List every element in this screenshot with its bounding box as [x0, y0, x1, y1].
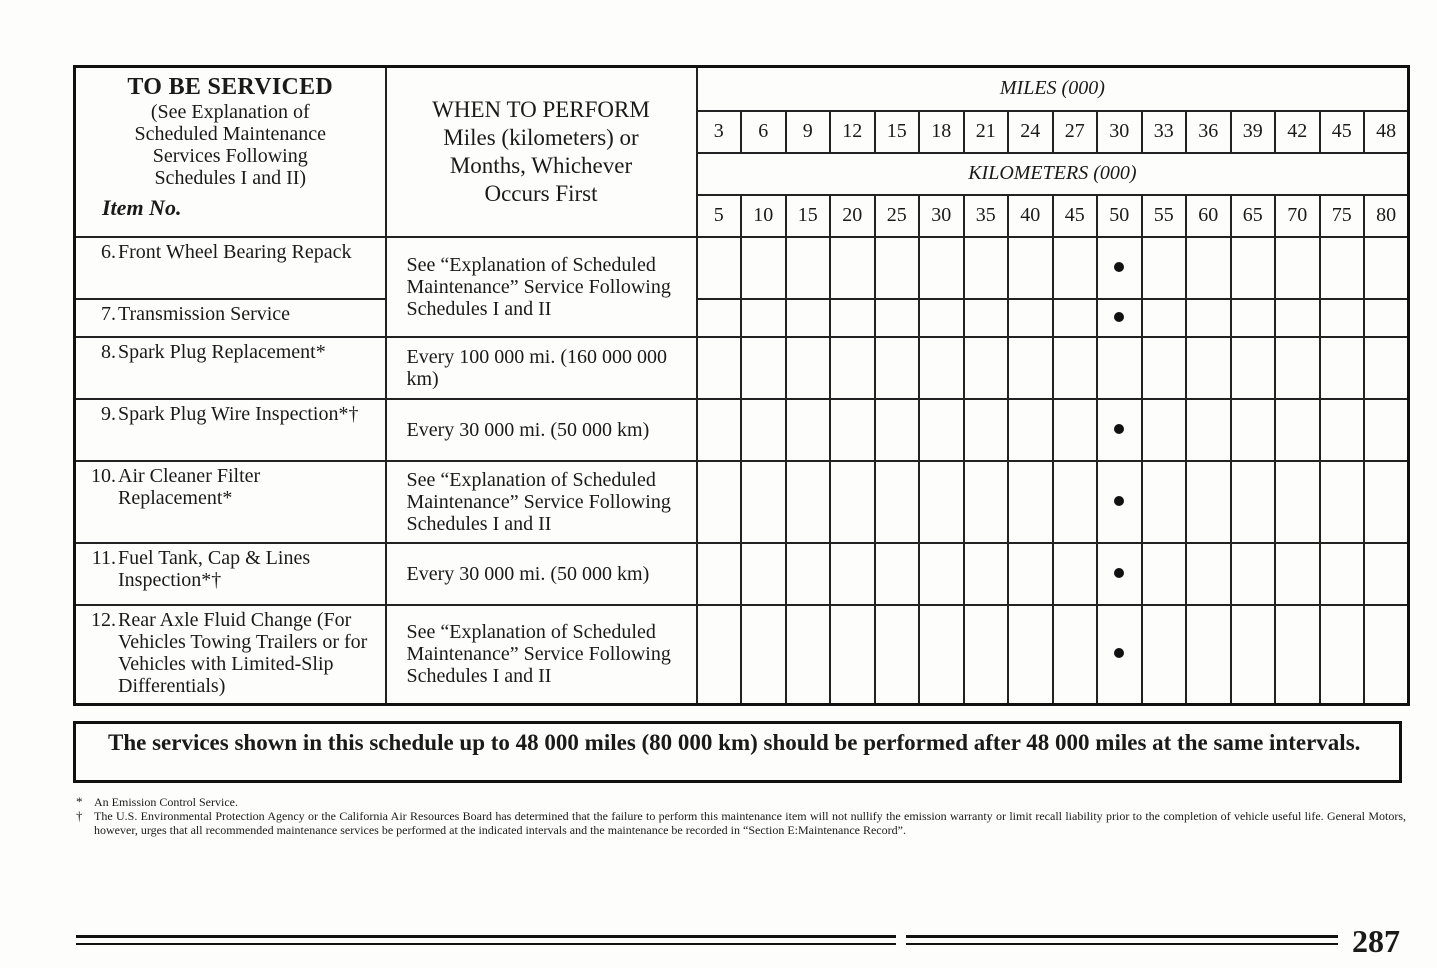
schedule-cell — [1320, 543, 1365, 605]
schedule-cell — [1053, 399, 1098, 461]
miles-column-header: 21 — [964, 111, 1009, 153]
schedule-cell — [964, 337, 1009, 399]
schedule-cell — [786, 461, 831, 543]
schedule-cell — [964, 237, 1009, 299]
schedule-cell — [1231, 461, 1276, 543]
kilometers-column-header: 45 — [1053, 195, 1098, 237]
schedule-cell — [1008, 605, 1053, 705]
schedule-cell — [919, 399, 964, 461]
item-number: 10. — [91, 464, 116, 487]
schedule-cell — [1275, 299, 1320, 337]
schedule-cell — [1142, 605, 1187, 705]
schedule-cell — [1053, 299, 1098, 337]
miles-column-header: 24 — [1008, 111, 1053, 153]
schedule-cell — [964, 543, 1009, 605]
schedule-cell — [697, 399, 742, 461]
schedule-cell — [741, 399, 786, 461]
schedule-cell — [1053, 337, 1098, 399]
schedule-cell — [1097, 237, 1142, 299]
item-number: 6. — [101, 240, 116, 263]
miles-column-header: 42 — [1275, 111, 1320, 153]
schedule-cell — [1097, 337, 1142, 399]
schedule-cell — [741, 237, 786, 299]
schedule-cell — [1364, 605, 1409, 705]
service-dot-icon — [1114, 496, 1124, 506]
footnote-mark: † — [76, 808, 83, 823]
table-row — [75, 461, 1409, 543]
miles-column-header: 15 — [875, 111, 920, 153]
schedule-cell — [786, 399, 831, 461]
item-number: 11. — [91, 546, 116, 569]
footnote — [76, 809, 1406, 837]
schedule-cell — [1320, 337, 1365, 399]
item-name: Air Cleaner Filter Replacement* — [118, 464, 261, 509]
schedule-cell — [875, 605, 920, 705]
schedule-cell — [1097, 461, 1142, 543]
kilometers-header: KILOMETERS (000) — [697, 153, 1409, 195]
schedule-cell — [1231, 299, 1276, 337]
when-to-perform-header: WHEN TO PERFORM Miles (kilometers) or Months, Whichever Occurs First — [386, 67, 697, 237]
miles-header: MILES (000) — [697, 67, 1409, 111]
schedule-cell — [875, 237, 920, 299]
footnotes — [76, 795, 1406, 837]
schedule-cell — [919, 543, 964, 605]
service-dot-icon — [1114, 424, 1124, 434]
schedule-cell — [1008, 543, 1053, 605]
schedule-cell — [1186, 299, 1231, 337]
schedule-cell — [830, 461, 875, 543]
item-name: Spark Plug Replacement* — [118, 340, 326, 363]
when-to-perform: Every 100 000 mi. (160 000 000 km) — [386, 337, 697, 399]
schedule-cell — [1275, 399, 1320, 461]
schedule-cell — [919, 605, 964, 705]
schedule-cell — [1364, 399, 1409, 461]
kilometers-column-header: 50 — [1097, 195, 1142, 237]
miles-column-header: 3 — [697, 111, 742, 153]
page-number: 287 — [1352, 923, 1400, 959]
schedule-cell — [1142, 461, 1187, 543]
schedule-cell — [830, 237, 875, 299]
schedule-cell — [1364, 237, 1409, 299]
service-dot-icon — [1114, 312, 1124, 322]
schedule-cell — [875, 299, 920, 337]
schedule-cell — [1142, 299, 1187, 337]
service-dot-icon — [1114, 262, 1124, 272]
schedule-cell — [1275, 237, 1320, 299]
schedule-cell — [875, 543, 920, 605]
item-number: 12. — [91, 608, 116, 631]
schedule-cell — [786, 543, 831, 605]
schedule-cell — [1186, 399, 1231, 461]
table-row — [75, 399, 1409, 461]
schedule-cell — [786, 337, 831, 399]
table-row — [75, 337, 1409, 399]
schedule-cell — [1320, 399, 1365, 461]
service-dot-icon — [1114, 568, 1124, 578]
when-to-perform: See “Explanation of Scheduled Maintenance” Service Following Schedules I and II — [386, 237, 697, 337]
footnote — [76, 795, 1406, 809]
item-name: Transmission Service — [118, 302, 291, 325]
schedule-cell — [919, 461, 964, 543]
schedule-cell — [1231, 543, 1276, 605]
kilometers-column-header: 35 — [964, 195, 1009, 237]
footer-rule — [76, 943, 896, 945]
schedule-cell — [830, 605, 875, 705]
schedule-cell — [1320, 299, 1365, 337]
item-number: 7. — [101, 302, 116, 325]
kilometers-column-header: 5 — [697, 195, 742, 237]
kilometers-column-header: 40 — [1008, 195, 1053, 237]
schedule-cell — [786, 237, 831, 299]
service-item — [75, 237, 386, 299]
schedule-cell — [1097, 605, 1142, 705]
schedule-cell — [697, 337, 742, 399]
schedule-cell — [1186, 337, 1231, 399]
schedule-note: The services shown in this schedule up to 48 000 miles (80 000 km) should be performed after 48 000 miles at the same intervals. — [73, 721, 1402, 783]
schedule-cell — [1364, 337, 1409, 399]
footer-rule — [76, 935, 896, 938]
miles-column-header: 39 — [1231, 111, 1276, 153]
schedule-cell — [1053, 237, 1098, 299]
schedule-cell — [1320, 605, 1365, 705]
schedule-cell — [1275, 461, 1320, 543]
schedule-cell — [1097, 399, 1142, 461]
schedule-cell — [1053, 543, 1098, 605]
schedule-cell — [1142, 543, 1187, 605]
footer-rule — [906, 935, 1338, 938]
miles-column-header: 33 — [1142, 111, 1187, 153]
item-no-label: Item No. — [102, 195, 182, 220]
item-name: Spark Plug Wire Inspection*† — [118, 402, 359, 425]
schedule-cell — [830, 299, 875, 337]
schedule-cell — [1008, 337, 1053, 399]
kilometers-column-header: 25 — [875, 195, 920, 237]
kilometers-column-header: 15 — [786, 195, 831, 237]
schedule-cell — [964, 299, 1009, 337]
table-row — [75, 543, 1409, 605]
item-name: Front Wheel Bearing Repack — [118, 240, 352, 263]
kilometers-column-header: 70 — [1275, 195, 1320, 237]
miles-column-header: 48 — [1364, 111, 1409, 153]
schedule-cell — [1364, 461, 1409, 543]
service-item — [75, 299, 386, 337]
item-name: Fuel Tank, Cap & Lines Inspection*† — [118, 546, 311, 591]
schedule-cell — [786, 299, 831, 337]
kilometers-column-header: 10 — [741, 195, 786, 237]
schedule-cell — [1231, 399, 1276, 461]
schedule-cell — [697, 237, 742, 299]
kilometers-column-header: 75 — [1320, 195, 1365, 237]
schedule-cell — [1053, 605, 1098, 705]
schedule-cell — [1008, 461, 1053, 543]
service-item — [75, 543, 386, 605]
schedule-cell — [1231, 237, 1276, 299]
schedule-cell — [741, 461, 786, 543]
schedule-cell — [1053, 461, 1098, 543]
schedule-cell — [875, 337, 920, 399]
schedule-cell — [1186, 605, 1231, 705]
schedule-cell — [1364, 543, 1409, 605]
item-number: 8. — [101, 340, 116, 363]
schedule-cell — [1275, 543, 1320, 605]
schedule-cell — [1275, 605, 1320, 705]
miles-column-header: 9 — [786, 111, 831, 153]
service-item — [75, 605, 386, 705]
to-be-serviced-header: TO BE SERVICED (See Explanation of Scheduled Maintenance Services Following Schedules I and II) Item No. — [75, 67, 386, 237]
schedule-cell — [964, 605, 1009, 705]
table-row — [75, 237, 1409, 299]
schedule-cell — [1186, 461, 1231, 543]
miles-column-header: 18 — [919, 111, 964, 153]
miles-column-header: 30 — [1097, 111, 1142, 153]
schedule-cell — [1231, 337, 1276, 399]
miles-column-header: 6 — [741, 111, 786, 153]
schedule-cell — [741, 337, 786, 399]
schedule-cell — [741, 299, 786, 337]
schedule-cell — [1364, 299, 1409, 337]
table-row — [75, 299, 1409, 337]
schedule-cell — [919, 299, 964, 337]
table-row — [75, 605, 1409, 705]
schedule-cell — [830, 543, 875, 605]
schedule-cell — [875, 461, 920, 543]
schedule-cell — [1142, 337, 1187, 399]
schedule-cell — [1142, 237, 1187, 299]
schedule-cell — [830, 337, 875, 399]
schedule-cell — [1008, 299, 1053, 337]
kilometers-column-header: 65 — [1231, 195, 1276, 237]
footnote-text: The U.S. Environmental Protection Agency or the California Air Resources Board has determined that the failure to perform this maintenance item will not nullify the emission warranty or limit recall liability prior to the completion of vehicle useful life. General Motors, however, urges that all recommended maintenance services be performed at the indicated intervals and the maintenance be recorded in “Section E:Maintenance Record”. — [94, 809, 1406, 837]
schedule-cell — [1275, 337, 1320, 399]
schedule-cell — [1186, 237, 1231, 299]
service-dot-icon — [1114, 648, 1124, 658]
service-item — [75, 399, 386, 461]
schedule-cell — [1142, 399, 1187, 461]
footnote-text: An Emission Control Service. — [94, 795, 238, 809]
schedule-cell — [697, 461, 742, 543]
schedule-cell — [1097, 543, 1142, 605]
kilometers-column-header: 20 — [830, 195, 875, 237]
miles-column-header: 27 — [1053, 111, 1098, 153]
schedule-cell — [1097, 299, 1142, 337]
schedule-cell — [741, 605, 786, 705]
schedule-cell — [697, 605, 742, 705]
service-item — [75, 337, 386, 399]
service-item — [75, 461, 386, 543]
schedule-cell — [741, 543, 786, 605]
schedule-cell — [830, 399, 875, 461]
kilometers-column-header: 30 — [919, 195, 964, 237]
schedule-cell — [1320, 461, 1365, 543]
when-to-perform: See “Explanation of Scheduled Maintenance” Service Following Schedules I and II — [386, 605, 697, 705]
schedule-cell — [964, 399, 1009, 461]
schedule-cell — [1320, 237, 1365, 299]
footer-rule — [906, 943, 1338, 945]
miles-column-header: 36 — [1186, 111, 1231, 153]
explanation-note: (See Explanation of Scheduled Maintenance Services Following Schedules I and II) — [134, 101, 327, 189]
schedule-cell — [697, 299, 742, 337]
when-to-perform: Every 30 000 mi. (50 000 km) — [386, 399, 697, 461]
miles-column-header: 45 — [1320, 111, 1365, 153]
schedule-cell — [697, 543, 742, 605]
schedule-cell — [919, 237, 964, 299]
kilometers-column-header: 60 — [1186, 195, 1231, 237]
schedule-cell — [875, 399, 920, 461]
kilometers-column-header: 80 — [1364, 195, 1409, 237]
schedule-cell — [919, 337, 964, 399]
schedule-cell — [1186, 543, 1231, 605]
footnote-mark: * — [76, 794, 83, 809]
when-to-perform: Every 30 000 mi. (50 000 km) — [386, 543, 697, 605]
maintenance-schedule-table — [73, 65, 1410, 706]
schedule-cell — [1008, 237, 1053, 299]
schedule-cell — [1008, 399, 1053, 461]
schedule-cell — [786, 605, 831, 705]
schedule-cell — [1231, 605, 1276, 705]
kilometers-column-header: 55 — [1142, 195, 1187, 237]
when-to-perform: See “Explanation of Scheduled Maintenance” Service Following Schedules I and II — [386, 461, 697, 543]
item-number: 9. — [101, 402, 116, 425]
schedule-cell — [964, 461, 1009, 543]
item-name: Rear Axle Fluid Change (For Vehicles Towing Trailers or for Vehicles with Limited-Slip Differentials) — [118, 608, 368, 697]
miles-column-header: 12 — [830, 111, 875, 153]
